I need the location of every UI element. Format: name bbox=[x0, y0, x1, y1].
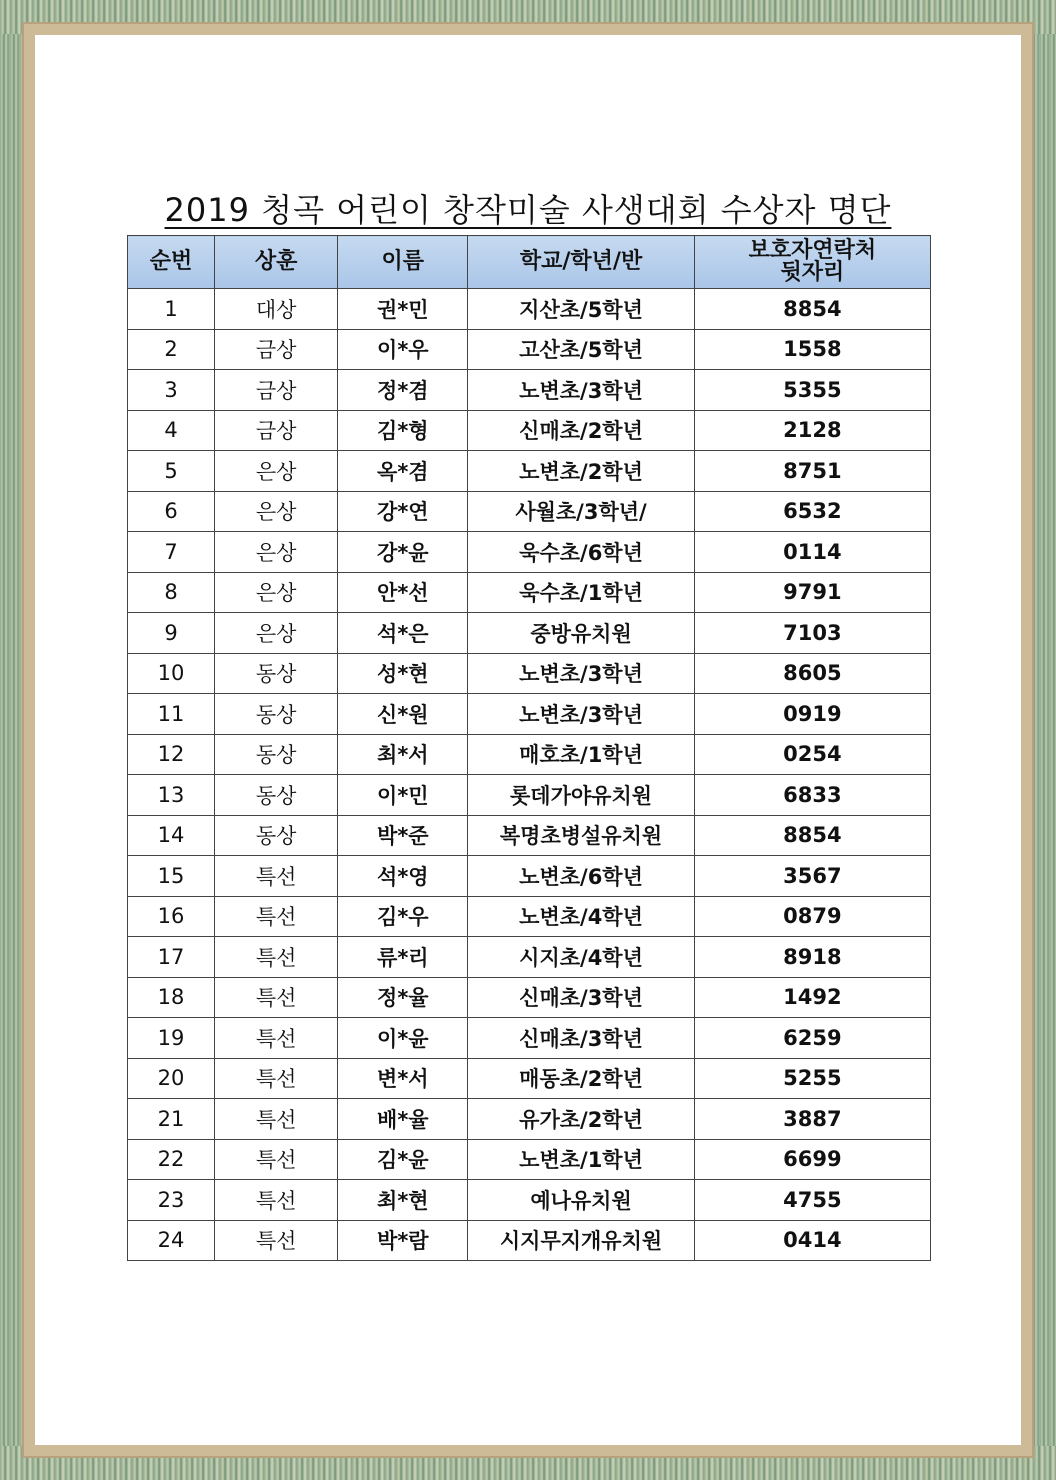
row-name: 석*은 bbox=[338, 613, 468, 654]
row-name: 박*준 bbox=[338, 815, 468, 856]
row-number: 14 bbox=[128, 815, 215, 856]
row-phone: 6833 bbox=[694, 775, 930, 816]
row-number: 18 bbox=[128, 977, 215, 1018]
row-number: 10 bbox=[128, 653, 215, 694]
row-number: 2 bbox=[128, 329, 215, 370]
row-phone: 5355 bbox=[694, 370, 930, 411]
row-award: 동상 bbox=[215, 775, 338, 816]
table-row bbox=[128, 370, 931, 411]
row-award: 동상 bbox=[215, 815, 338, 856]
row-school: 롯데가야유치원 bbox=[468, 775, 694, 816]
row-name: 배*율 bbox=[338, 1099, 468, 1140]
row-school: 매동초/2학년 bbox=[468, 1058, 694, 1099]
row-number: 9 bbox=[128, 613, 215, 654]
table-row bbox=[128, 1220, 931, 1261]
row-award: 특선 bbox=[215, 1099, 338, 1140]
table-row bbox=[128, 653, 931, 694]
row-award: 특선 bbox=[215, 896, 338, 937]
row-phone: 0254 bbox=[694, 734, 930, 775]
table-row bbox=[128, 1018, 931, 1059]
table-row bbox=[128, 572, 931, 613]
row-phone: 7103 bbox=[694, 613, 930, 654]
row-school: 사월초/3학년/ bbox=[468, 491, 694, 532]
row-phone: 9791 bbox=[694, 572, 930, 613]
row-school: 시지초/4학년 bbox=[468, 937, 694, 978]
table-row bbox=[128, 937, 931, 978]
table-row bbox=[128, 977, 931, 1018]
row-school: 욱수초/6학년 bbox=[468, 532, 694, 573]
row-name: 이*윤 bbox=[338, 1018, 468, 1059]
row-name: 옥*겸 bbox=[338, 451, 468, 492]
row-award: 은상 bbox=[215, 451, 338, 492]
table-row bbox=[128, 1180, 931, 1221]
row-school: 복명초병설유치원 bbox=[468, 815, 694, 856]
row-name: 김*윤 bbox=[338, 1139, 468, 1180]
row-name: 강*연 bbox=[338, 491, 468, 532]
row-name: 성*현 bbox=[338, 653, 468, 694]
row-school: 매호초/1학년 bbox=[468, 734, 694, 775]
row-award: 특선 bbox=[215, 937, 338, 978]
row-phone: 0919 bbox=[694, 694, 930, 735]
row-phone: 3887 bbox=[694, 1099, 930, 1140]
row-school: 예나유치원 bbox=[468, 1180, 694, 1221]
row-number: 17 bbox=[128, 937, 215, 978]
row-award: 동상 bbox=[215, 734, 338, 775]
row-school: 욱수초/1학년 bbox=[468, 572, 694, 613]
row-school: 노변초/3학년 bbox=[468, 653, 694, 694]
row-number: 7 bbox=[128, 532, 215, 573]
row-number: 23 bbox=[128, 1180, 215, 1221]
row-award: 동상 bbox=[215, 653, 338, 694]
table-header bbox=[128, 236, 931, 289]
row-phone: 0879 bbox=[694, 896, 930, 937]
row-name: 박*람 bbox=[338, 1220, 468, 1261]
row-phone: 0114 bbox=[694, 532, 930, 573]
row-award: 은상 bbox=[215, 572, 338, 613]
row-number: 12 bbox=[128, 734, 215, 775]
table-row bbox=[128, 815, 931, 856]
row-school: 중방유치원 bbox=[468, 613, 694, 654]
winners-table bbox=[127, 235, 931, 1261]
row-number: 20 bbox=[128, 1058, 215, 1099]
row-number: 21 bbox=[128, 1099, 215, 1140]
row-phone: 1558 bbox=[694, 329, 930, 370]
row-school: 지산초/5학년 bbox=[468, 289, 694, 330]
row-school: 신매초/3학년 bbox=[468, 1018, 694, 1059]
row-number: 16 bbox=[128, 896, 215, 937]
row-school: 노변초/1학년 bbox=[468, 1139, 694, 1180]
table-row bbox=[128, 451, 931, 492]
row-name: 안*선 bbox=[338, 572, 468, 613]
row-award: 특선 bbox=[215, 1220, 338, 1261]
row-school: 신매초/3학년 bbox=[468, 977, 694, 1018]
document-page bbox=[35, 35, 1021, 1445]
row-phone: 6699 bbox=[694, 1139, 930, 1180]
row-name: 이*우 bbox=[338, 329, 468, 370]
table-row bbox=[128, 289, 931, 330]
row-school: 노변초/3학년 bbox=[468, 370, 694, 411]
row-number: 3 bbox=[128, 370, 215, 411]
row-name: 정*율 bbox=[338, 977, 468, 1018]
row-name: 최*서 bbox=[338, 734, 468, 775]
table-row bbox=[128, 613, 931, 654]
header-phone-line2: 뒷자리 bbox=[780, 260, 845, 285]
header-school: 학교/학년/반 bbox=[468, 236, 694, 289]
row-award: 대상 bbox=[215, 289, 338, 330]
row-phone: 6259 bbox=[694, 1018, 930, 1059]
row-phone: 6532 bbox=[694, 491, 930, 532]
row-phone: 2128 bbox=[694, 410, 930, 451]
table-row bbox=[128, 329, 931, 370]
row-name: 신*원 bbox=[338, 694, 468, 735]
table-row bbox=[128, 491, 931, 532]
table-row bbox=[128, 410, 931, 451]
row-school: 시지무지개유치원 bbox=[468, 1220, 694, 1261]
table-row bbox=[128, 532, 931, 573]
row-school: 노변초/4학년 bbox=[468, 896, 694, 937]
table-row bbox=[128, 1139, 931, 1180]
row-award: 특선 bbox=[215, 977, 338, 1018]
row-phone: 5255 bbox=[694, 1058, 930, 1099]
row-name: 변*서 bbox=[338, 1058, 468, 1099]
row-number: 5 bbox=[128, 451, 215, 492]
row-number: 8 bbox=[128, 572, 215, 613]
row-name: 김*형 bbox=[338, 410, 468, 451]
row-name: 정*겸 bbox=[338, 370, 468, 411]
row-number: 15 bbox=[128, 856, 215, 897]
row-school: 신매초/2학년 bbox=[468, 410, 694, 451]
row-phone: 8751 bbox=[694, 451, 930, 492]
table-row bbox=[128, 734, 931, 775]
row-phone: 8605 bbox=[694, 653, 930, 694]
row-number: 24 bbox=[128, 1220, 215, 1261]
header-no: 순번 bbox=[128, 236, 215, 289]
row-number: 4 bbox=[128, 410, 215, 451]
table-row bbox=[128, 775, 931, 816]
row-school: 유가초/2학년 bbox=[468, 1099, 694, 1140]
row-school: 노변초/3학년 bbox=[468, 694, 694, 735]
header-row bbox=[128, 236, 931, 289]
table-body bbox=[128, 289, 931, 1261]
row-number: 13 bbox=[128, 775, 215, 816]
row-number: 6 bbox=[128, 491, 215, 532]
row-phone: 3567 bbox=[694, 856, 930, 897]
row-award: 금상 bbox=[215, 370, 338, 411]
document-title bbox=[127, 185, 929, 231]
row-name: 김*우 bbox=[338, 896, 468, 937]
row-award: 특선 bbox=[215, 1058, 338, 1099]
table-row bbox=[128, 1058, 931, 1099]
row-school: 노변초/6학년 bbox=[468, 856, 694, 897]
header-award: 상훈 bbox=[215, 236, 338, 289]
row-number: 22 bbox=[128, 1139, 215, 1180]
row-name: 이*민 bbox=[338, 775, 468, 816]
header-phone-line1: 보호자연락처 bbox=[748, 238, 877, 263]
row-award: 특선 bbox=[215, 1139, 338, 1180]
row-phone: 1492 bbox=[694, 977, 930, 1018]
row-school: 노변초/2학년 bbox=[468, 451, 694, 492]
row-phone: 8918 bbox=[694, 937, 930, 978]
row-school: 고산초/5학년 bbox=[468, 329, 694, 370]
table-row bbox=[128, 896, 931, 937]
row-number: 19 bbox=[128, 1018, 215, 1059]
row-award: 특선 bbox=[215, 856, 338, 897]
row-name: 강*윤 bbox=[338, 532, 468, 573]
row-name: 권*민 bbox=[338, 289, 468, 330]
row-number: 1 bbox=[128, 289, 215, 330]
row-award: 은상 bbox=[215, 491, 338, 532]
row-award: 은상 bbox=[215, 532, 338, 573]
row-name: 석*영 bbox=[338, 856, 468, 897]
row-phone: 8854 bbox=[694, 289, 930, 330]
row-phone: 8854 bbox=[694, 815, 930, 856]
header-phone bbox=[694, 236, 930, 289]
row-name: 최*현 bbox=[338, 1180, 468, 1221]
row-phone: 0414 bbox=[694, 1220, 930, 1261]
table-row bbox=[128, 856, 931, 897]
row-number: 11 bbox=[128, 694, 215, 735]
row-award: 금상 bbox=[215, 410, 338, 451]
table-row bbox=[128, 1099, 931, 1140]
table-row bbox=[128, 694, 931, 735]
row-phone: 4755 bbox=[694, 1180, 930, 1221]
row-award: 특선 bbox=[215, 1180, 338, 1221]
row-award: 금상 bbox=[215, 329, 338, 370]
title-text: 2019 청곡 어린이 창작미술 사생대회 수상자 명단 bbox=[164, 191, 892, 229]
row-award: 특선 bbox=[215, 1018, 338, 1059]
header-name: 이름 bbox=[338, 236, 468, 289]
row-award: 동상 bbox=[215, 694, 338, 735]
row-name: 류*리 bbox=[338, 937, 468, 978]
row-award: 은상 bbox=[215, 613, 338, 654]
